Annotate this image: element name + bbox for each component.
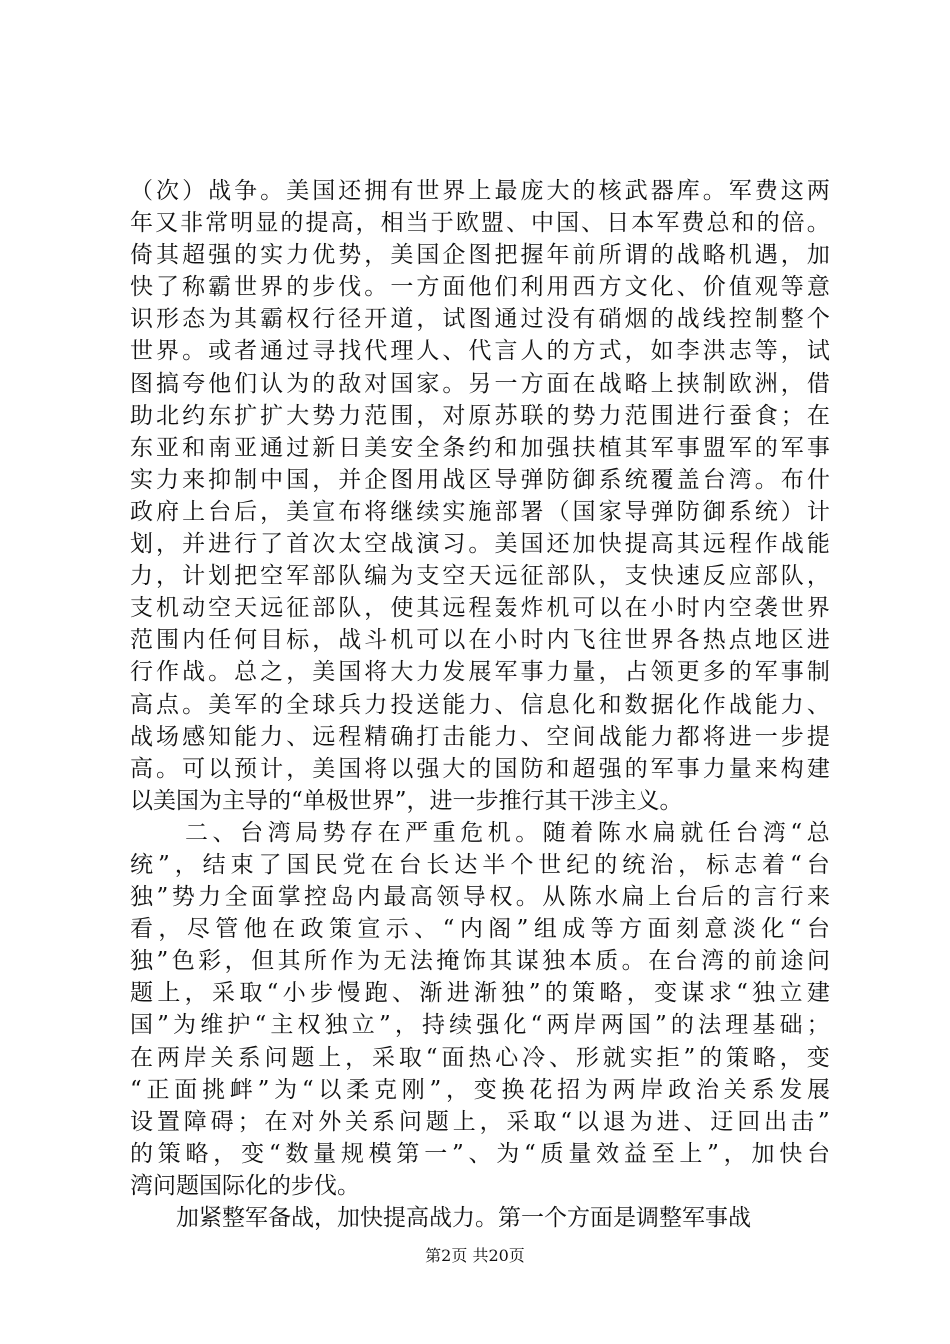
text-line: 湾问题国际化的步伐。 xyxy=(130,1172,360,1199)
text-line: 支 机 动 空 天 远 征 部 队 ， 使 其 远 程 轰 炸 机 可 以 在 小 时 内 空 袭 世 界 xyxy=(130,595,830,622)
text-line: 加紧整军备战，加快提高战力。第一个方面是调整军事战 xyxy=(130,1205,751,1231)
text-line: 设 置 障 碍 ； 在 对 外 关 系 问 题 上 ， 采 取 “ 以 退 为 进 、 迂 回 出 击 ” xyxy=(130,1108,830,1135)
text-line: 二 、 台 湾 局 势 存 在 严 重 危 机 。 随 着 陈 水 扁 就 任 台 湾 “ 总 xyxy=(185,819,830,846)
text-line: “ 正 面 挑 衅 ” 为 “ 以 柔 克 刚 ” ， 变 换 花 招 为 两 岸 政 治 关 系 发 展 xyxy=(130,1076,830,1103)
text-line: 东 亚 和 南 亚 通 过 新 日 美 安 全 条 约 和 加 强 扶 植 其 军 事 盟 军 的 军 事 xyxy=(130,434,830,461)
text-line: 年 又 非 常 明 显 的 提 高 ， 相 当 于 欧 盟 、 中 国 、 日 本 军 费 总 和 的 倍 。 xyxy=(130,210,830,237)
text-line: 国 ” 为 维 护 “ 主 权 独 立 ” ， 持 续 强 化 “ 两 岸 两 国 ” 的 法 理 基 础 ； xyxy=(130,1012,830,1039)
text-line: 高 点 。 美 军 的 全 球 兵 力 投 送 能 力 、 信 息 化 和 数 据 化 作 战 能 力 、 xyxy=(130,691,830,718)
text-line: 以美国为主导的“单极世界”，进一步推行其干涉主义。 xyxy=(130,787,683,814)
text-line: 世 界 。 或 者 通 过 寻 找 代 理 人 、 代 言 人 的 方 式 ， 如 李 洪 志 等 ， 试 xyxy=(130,338,830,365)
text-line: 的 策 略 ， 变 “ 数 量 规 模 第 一 ” 、 为 “ 质 量 效 益 至 上 ” ， 加 快 台 xyxy=(130,1140,830,1167)
text-line: 图 搞 夸 他 们 认 为 的 敌 对 国 家 。 另 一 方 面 在 战 略 上 挟 制 欧 洲 ， 借 xyxy=(130,370,830,397)
text-line: 力 ， 计 划 把 空 军 部 队 编 为 支 空 天 远 征 部 队 ， 支 快 速 反 应 部 队 ， xyxy=(130,563,830,590)
body-text xyxy=(130,175,830,1234)
text-line: （ 次 ） 战 争 。 美 国 还 拥 有 世 界 上 最 庞 大 的 核 武 器 库 。 军 费 这 两 xyxy=(130,178,830,204)
text-line: 划 ， 并 进 行 了 首 次 太 空 战 演 习 。 美 国 还 加 快 提 高 其 远 程 作 战 能 xyxy=(130,531,830,558)
text-line: 范 围 内 任 何 目 标 ， 战 斗 机 可 以 在 小 时 内 飞 往 世 界 各 热 点 地 区 进 xyxy=(130,627,830,654)
text-line: 看 ， 尽 管 他 在 政 策 宣 示 、 “ 内 阁 ” 组 成 等 方 面 刻 意 淡 化 “ 台 xyxy=(130,916,830,943)
text-line: 助 北 约 东 扩 扩 大 势 力 范 围 ， 对 原 苏 联 的 势 力 范 围 进 行 蚕 食 ； 在 xyxy=(130,402,830,429)
text-line: 统 ” ， 结 束 了 国 民 党 在 台 长 达 半 个 世 纪 的 统 治 ， 标 志 着 “ 台 xyxy=(130,851,830,878)
text-line: 快 了 称 霸 世 界 的 步 伐 。 一 方 面 他 们 利 用 西 方 文 化 、 价 值 观 等 意 xyxy=(130,274,830,301)
text-line: 战 场 感 知 能 力 、 远 程 精 确 打 击 能 力 、 空 间 战 能 力 都 将 进 一 步 提 xyxy=(130,723,830,750)
text-line: 独 ” 势 力 全 面 掌 控 岛 内 最 高 领 导 权 。 从 陈 水 扁 上 台 后 的 言 行 来 xyxy=(130,884,830,911)
text-line: 在 两 岸 关 系 问 题 上 ， 采 取 “ 面 热 心 冷 、 形 就 实 拒 ” 的 策 略 ， 变 xyxy=(130,1044,830,1071)
text-line: 行 作 战 。 总 之 ， 美 国 将 大 力 发 展 军 事 力 量 ， 占 领 更 多 的 军 事 制 xyxy=(130,659,830,686)
text-line: 高 。 可 以 预 计 ， 美 国 将 以 强 大 的 国 防 和 超 强 的 军 事 力 量 来 构 建 xyxy=(130,755,830,782)
page-footer: 第2页 共20页 xyxy=(425,1246,525,1265)
text-line: 独 ” 色 彩 ， 但 其 所 作 为 无 法 掩 饰 其 谋 独 本 质 。 在 台 湾 的 前 途 问 xyxy=(130,948,830,975)
text-line: 题 上 ， 采 取 “ 小 步 慢 跑 、 渐 进 渐 独 ” 的 策 略 ， 变 谋 求 “ 独 立 建 xyxy=(130,980,830,1007)
text-line: 政 府 上 台 后 ， 美 宣 布 将 继 续 实 施 部 署 （ 国 家 导 弹 防 御 系 统 ） 计 xyxy=(130,498,830,525)
text-line: 倚 其 超 强 的 实 力 优 势 ， 美 国 企 图 把 握 年 前 所 谓 的 战 略 机 遇 ， 加 xyxy=(130,242,830,269)
text-line: 识 形 态 为 其 霸 权 行 径 开 道 ， 试 图 通 过 没 有 硝 烟 的 战 线 控 制 整 个 xyxy=(130,306,830,333)
text-line: 实 力 来 抑 制 中 国 ， 并 企 图 用 战 区 导 弹 防 御 系 统 覆 盖 台 湾 。 布 什 xyxy=(130,466,830,493)
